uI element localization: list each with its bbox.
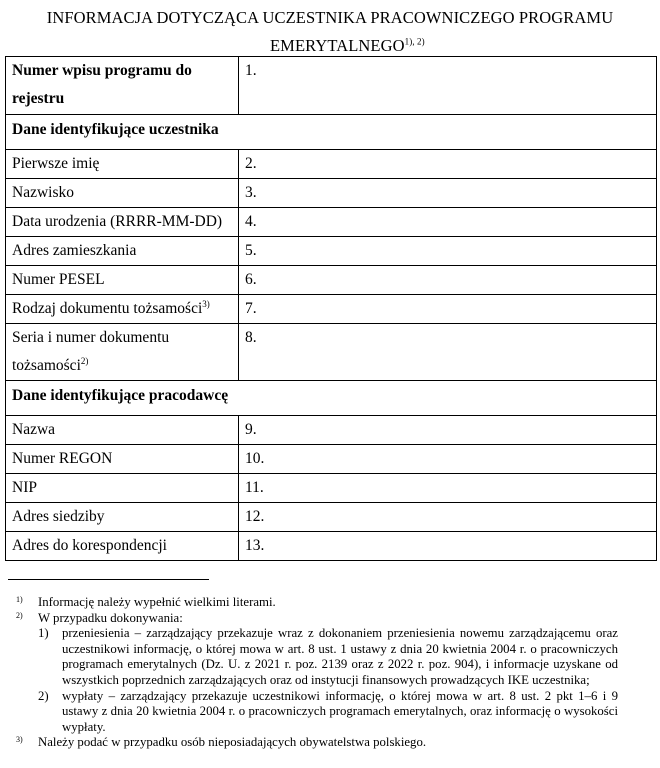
list-item: przeniesienia – zarządzający przekazuje wraz z dokonaniem przeniesienia nowemu zarządzającemu oraz uczestnikowi informację, o której mowa w art. 8 ust. 1 ustawy z dnia 20 kwietnia 2004 r. o pracowniczych programach emerytalnych (Dz. U. z 2021 r. poz. 2139 oraz z 2022 r. poz. 904), i informacje uzyskane od wszystkich poprzednich zarządzających oraz od instytucji finansowych prowadzących IKE uczestnika; (62, 626, 618, 687)
employer-name-label: Nazwa (6, 416, 239, 445)
regon-value[interactable]: 10. (239, 445, 657, 474)
address-label: Adres zamieszkania (6, 237, 239, 266)
corr-address-label: Adres do korespondencji (6, 532, 239, 561)
participant-info-table (5, 56, 657, 561)
title-line-1: INFORMACJA DOTYCZĄCA UCZESTNIKA PRACOWNICZEGO PROGRAMU (46, 8, 614, 27)
section-participant-header: Dane identyfikujące uczestnika (6, 115, 657, 150)
footnote-text: Należy podać w przypadku osób nieposiadających obywatelstwa polskiego. (38, 735, 427, 750)
table-row (6, 208, 657, 237)
footnote-text: Informację należy wypełnić wielkimi literami. (38, 595, 276, 609)
table-row (6, 237, 657, 266)
nip-label: NIP (6, 474, 239, 503)
table-row (6, 445, 657, 474)
employer-name-value[interactable]: 9. (239, 416, 657, 445)
pesel-value[interactable]: 6. (239, 266, 657, 295)
footnote-marker: 3) (16, 735, 23, 745)
table-row (6, 57, 657, 115)
footnote-1 (8, 595, 618, 611)
table-row (6, 503, 657, 532)
footnote-2-item-2 (8, 689, 618, 736)
hq-address-value[interactable]: 12. (239, 503, 657, 532)
id-number-label: Seria i numer dokumentu tożsamości$^{2)}$ (6, 324, 239, 381)
table-row (6, 324, 657, 381)
list-number: 2) (38, 688, 49, 703)
title-footnote-ref: 1), 2) (404, 36, 425, 47)
footnote-text: W przypadku dokonywania: (38, 610, 183, 625)
list-number: 1) (38, 626, 49, 641)
id-type-value[interactable]: 7. (239, 295, 657, 324)
id-number-footnote-ref: 2) (80, 355, 89, 366)
first-name-value[interactable]: 2. (239, 150, 657, 179)
form-title (0, 4, 660, 60)
id-type-label: Rodzaj dokumentu tożsamości$^{3)}$ (6, 295, 239, 324)
table-row (6, 150, 657, 179)
footnotes (8, 595, 618, 751)
footnote-marker: 2) (16, 610, 23, 620)
table-row (6, 474, 657, 503)
registry-label-cell: Numer wpisu programu do rejestru (6, 57, 239, 115)
birth-date-label: Data urodzenia (RRRR-MM-DD) (6, 208, 239, 237)
pesel-label: Numer PESEL (6, 266, 239, 295)
section-row (6, 115, 657, 150)
id-number-value[interactable]: 8. (239, 324, 657, 381)
table-row (6, 179, 657, 208)
birth-date-value[interactable]: 4. (239, 208, 657, 237)
regon-label: Numer REGON (6, 445, 239, 474)
section-row (6, 381, 657, 416)
corr-address-value[interactable]: 13. (239, 532, 657, 561)
list-item: wypłaty – zarządzający przekazuje uczestnikowi informację, o której mowa w art. 8 ust. 2 pkt 1–6 i 9 ustawy z dnia 20 kwietnia 2004 r. o pracowniczych programach emerytalnych, oraz informację o wysokości wypłaty. (62, 688, 618, 734)
section-employer-header: Dane identyfikujące pracodawcę (6, 381, 657, 416)
surname-value[interactable]: 3. (239, 179, 657, 208)
hq-address-label: Adres siedziby (6, 503, 239, 532)
table-row (6, 295, 657, 324)
table-row (6, 266, 657, 295)
registry-value-cell[interactable]: 1. (239, 57, 657, 115)
footnote-3 (8, 735, 618, 751)
address-value[interactable]: 5. (239, 237, 657, 266)
first-name-label: Pierwsze imię (6, 150, 239, 179)
footnote-2-item-1 (8, 626, 618, 688)
table-row (6, 416, 657, 445)
id-type-footnote-ref: 3) (202, 298, 210, 309)
footnote-marker: 1) (16, 595, 23, 604)
nip-value[interactable]: 11. (239, 474, 657, 503)
title-line-2: $EMERYTALNEGO^{1), 2)}$ (270, 36, 425, 55)
footnote-separator (8, 579, 209, 580)
surname-label: Nazwisko (6, 179, 239, 208)
footnote-2 (8, 611, 618, 627)
table-row (6, 532, 657, 561)
